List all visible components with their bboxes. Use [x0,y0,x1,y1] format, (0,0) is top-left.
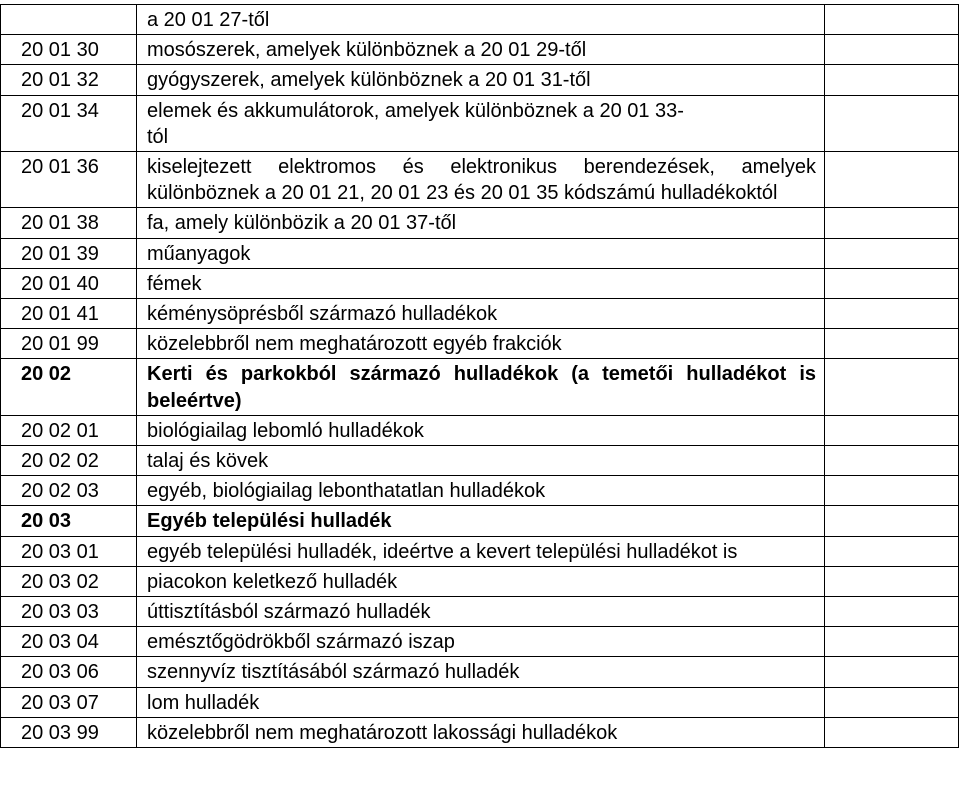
waste-code-cell: 20 03 04 [1,627,137,657]
empty-cell [825,65,959,95]
empty-cell [825,35,959,65]
empty-cell [825,152,959,208]
waste-code-cell: 20 02 03 [1,476,137,506]
waste-description-cell: a 20 01 27-től [137,5,825,35]
table-row [1,35,959,65]
table-row [1,627,959,657]
empty-cell [825,208,959,238]
table-row [1,566,959,596]
table-row [1,329,959,359]
waste-description-cell: kéménysöprésből származó hulladékok [137,299,825,329]
waste-description-cell: szennyvíz tisztításából származó hulladék [137,657,825,687]
empty-cell [825,415,959,445]
waste-description-cell: fa, amely különbözik a 20 01 37-től [137,208,825,238]
waste-group-heading-cell: Kerti és parkokból származó hulladékok (a temetői hulladékot is beleértve) [137,359,825,415]
empty-cell [825,238,959,268]
table-row [1,65,959,95]
waste-code-cell: 20 03 06 [1,657,137,687]
waste-description-cell: közelebbről nem meghatározott egyéb frakciók [137,329,825,359]
waste-description-cell: kiselejtezett elektromos és elektronikus berendezések, amelyek különböznek a 20 01 21, 20 01 23 és 20 01 35 kódszámú hulladékoktól [137,152,825,208]
waste-group-code-cell: 20 03 [1,506,137,536]
table-row [1,268,959,298]
waste-code-cell: 20 01 40 [1,268,137,298]
waste-description-cell: úttisztításból származó hulladék [137,597,825,627]
waste-code-cell: 20 01 41 [1,299,137,329]
empty-cell [825,5,959,35]
waste-code-cell: 20 02 02 [1,446,137,476]
waste-code-cell: 20 01 32 [1,65,137,95]
waste-description-cell: közelebbről nem meghatározott lakossági hulladékok [137,717,825,747]
table-row [1,657,959,687]
waste-code-cell: 20 01 34 [1,95,137,151]
waste-description-cell: talaj és kövek [137,446,825,476]
waste-description-cell: biológiailag lebomló hulladékok [137,415,825,445]
waste-group-heading-cell: Egyéb települési hulladék [137,506,825,536]
table-row [1,299,959,329]
empty-cell [825,627,959,657]
table-row [1,152,959,208]
table-row [1,208,959,238]
table-row [1,717,959,747]
waste-group-code-cell: 20 02 [1,359,137,415]
waste-code-cell: 20 03 02 [1,566,137,596]
empty-cell [825,299,959,329]
table-row [1,5,959,35]
table-row [1,476,959,506]
empty-cell [825,329,959,359]
waste-description-cell: gyógyszerek, amelyek különböznek a 20 01 31-től [137,65,825,95]
empty-cell [825,268,959,298]
table-row [1,687,959,717]
waste-description-cell: egyéb települési hulladék, ideértve a kevert települési hulladékot is [137,536,825,566]
empty-cell [825,566,959,596]
empty-cell [825,95,959,151]
empty-cell [825,476,959,506]
table-group-row [1,506,959,536]
table-row [1,536,959,566]
table-row [1,238,959,268]
waste-description-cell: piacokon keletkező hulladék [137,566,825,596]
waste-description-cell: elemek és akkumulátorok, amelyek különböznek a 20 01 33-tól [137,95,825,151]
empty-cell [825,359,959,415]
waste-description-cell: egyéb, biológiailag lebonthatatlan hulladékok [137,476,825,506]
waste-description-cell: lom hulladék [137,687,825,717]
table-row [1,597,959,627]
waste-code-cell: 20 03 99 [1,717,137,747]
waste-code-cell: 20 03 01 [1,536,137,566]
waste-code-cell: 20 01 38 [1,208,137,238]
empty-cell [825,717,959,747]
table-row [1,95,959,151]
waste-code-cell [1,5,137,35]
waste-description-cell: emésztőgödrökből származó iszap [137,627,825,657]
empty-cell [825,657,959,687]
waste-code-table [0,4,959,748]
table-row [1,415,959,445]
waste-description-cell: fémek [137,268,825,298]
empty-cell [825,506,959,536]
waste-code-cell: 20 01 99 [1,329,137,359]
waste-code-cell: 20 03 07 [1,687,137,717]
table-group-row [1,359,959,415]
empty-cell [825,597,959,627]
waste-code-cell: 20 02 01 [1,415,137,445]
empty-cell [825,687,959,717]
waste-code-cell: 20 01 36 [1,152,137,208]
waste-code-cell: 20 03 03 [1,597,137,627]
waste-description-cell: műanyagok [137,238,825,268]
empty-cell [825,536,959,566]
waste-description-cell: mosószerek, amelyek különböznek a 20 01 29-től [137,35,825,65]
waste-code-cell: 20 01 39 [1,238,137,268]
waste-code-cell: 20 01 30 [1,35,137,65]
empty-cell [825,446,959,476]
table-row [1,446,959,476]
